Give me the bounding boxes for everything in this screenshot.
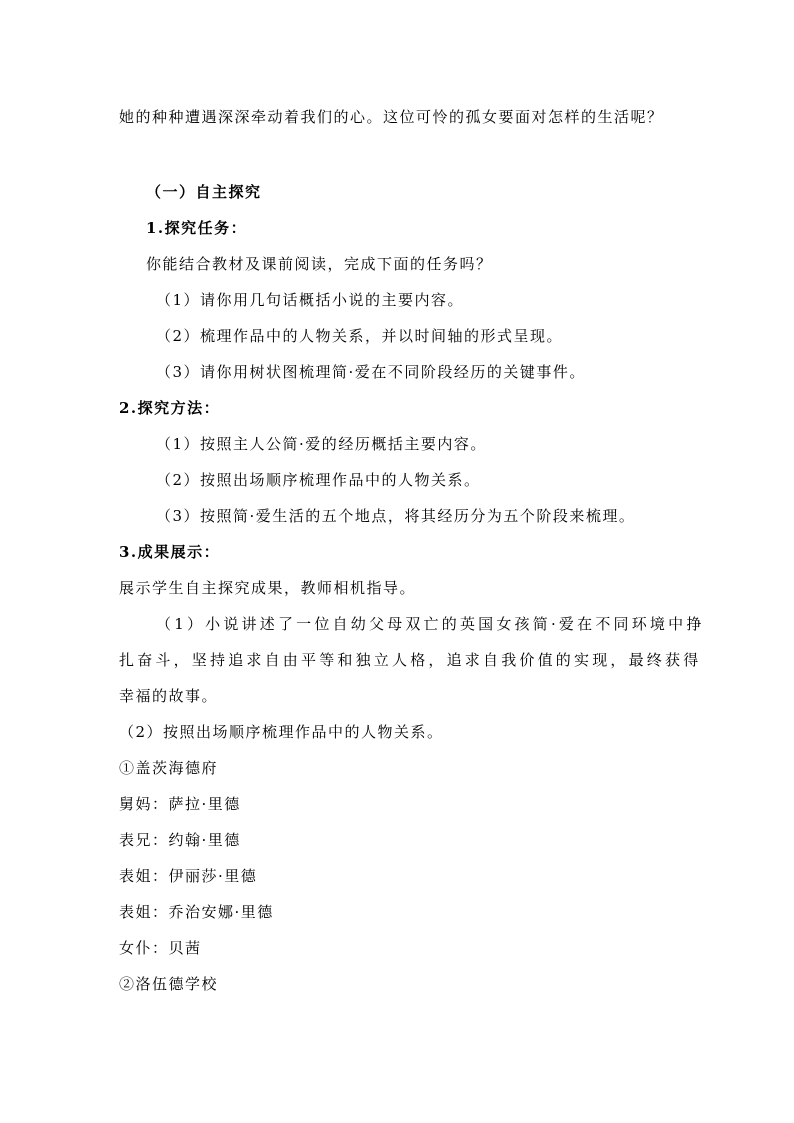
task-item-1: （1）请你用几句话概括小说的主要内容。 [156, 291, 465, 309]
answer2-title: （2）按照出场顺序梳理作品中的人物关系。 [119, 723, 444, 741]
person-1: 舅妈：萨拉·里德 [119, 795, 241, 813]
answer1-line-3: 幸福的故事。 [119, 687, 219, 705]
method-item-2: （2）按照出场顺序梳理作品中的人物关系。 [156, 471, 481, 489]
method-item-3: （3）按照简·爱生活的五个地点，将其经历分为五个阶段来梳理。 [156, 507, 636, 525]
method-item-1: （1）按照主人公简·爱的经历概括主要内容。 [156, 435, 487, 453]
section-title: （一）自主探究 [146, 183, 262, 201]
person-3: 表姐：伊丽莎·里德 [119, 867, 258, 885]
place-2: ②洛伍德学校 [119, 975, 219, 993]
results-intro: 展示学生自主探究成果，教师相机指导。 [119, 579, 417, 597]
results-heading: 3.成果展示： [119, 543, 221, 561]
method-heading: 2.探究方法： [119, 399, 221, 417]
person-4: 表姐：乔治安娜·里德 [119, 903, 274, 921]
person-5: 女仆：贝茜 [119, 939, 202, 957]
task-item-3: （3）请你用树状图梳理简·爱在不同阶段经历的关键事件。 [156, 363, 586, 381]
place-1: ①盖茨海德府 [119, 759, 219, 777]
task-item-2: （2）梳理作品中的人物关系，并以时间轴的形式呈现。 [156, 327, 564, 345]
intro-paragraph: 她的种种遭遇深深牵动着我们的心。这位可怜的孤女要面对怎样的生活呢？ [119, 108, 664, 126]
task-heading: 1.探究任务： [146, 219, 248, 237]
answer1-line-1: （1）小说讲述了一位自幼父母双亡的英国女孩简·爱在不同环境中挣 [156, 615, 705, 633]
task-question: 你能结合教材及课前阅读，完成下面的任务吗？ [146, 255, 493, 273]
person-2: 表兄：约翰·里德 [119, 831, 241, 849]
answer1-line-2: 扎奋斗，坚持追求自由平等和独立人格，追求自我价值的实现，最终获得 [119, 651, 702, 669]
